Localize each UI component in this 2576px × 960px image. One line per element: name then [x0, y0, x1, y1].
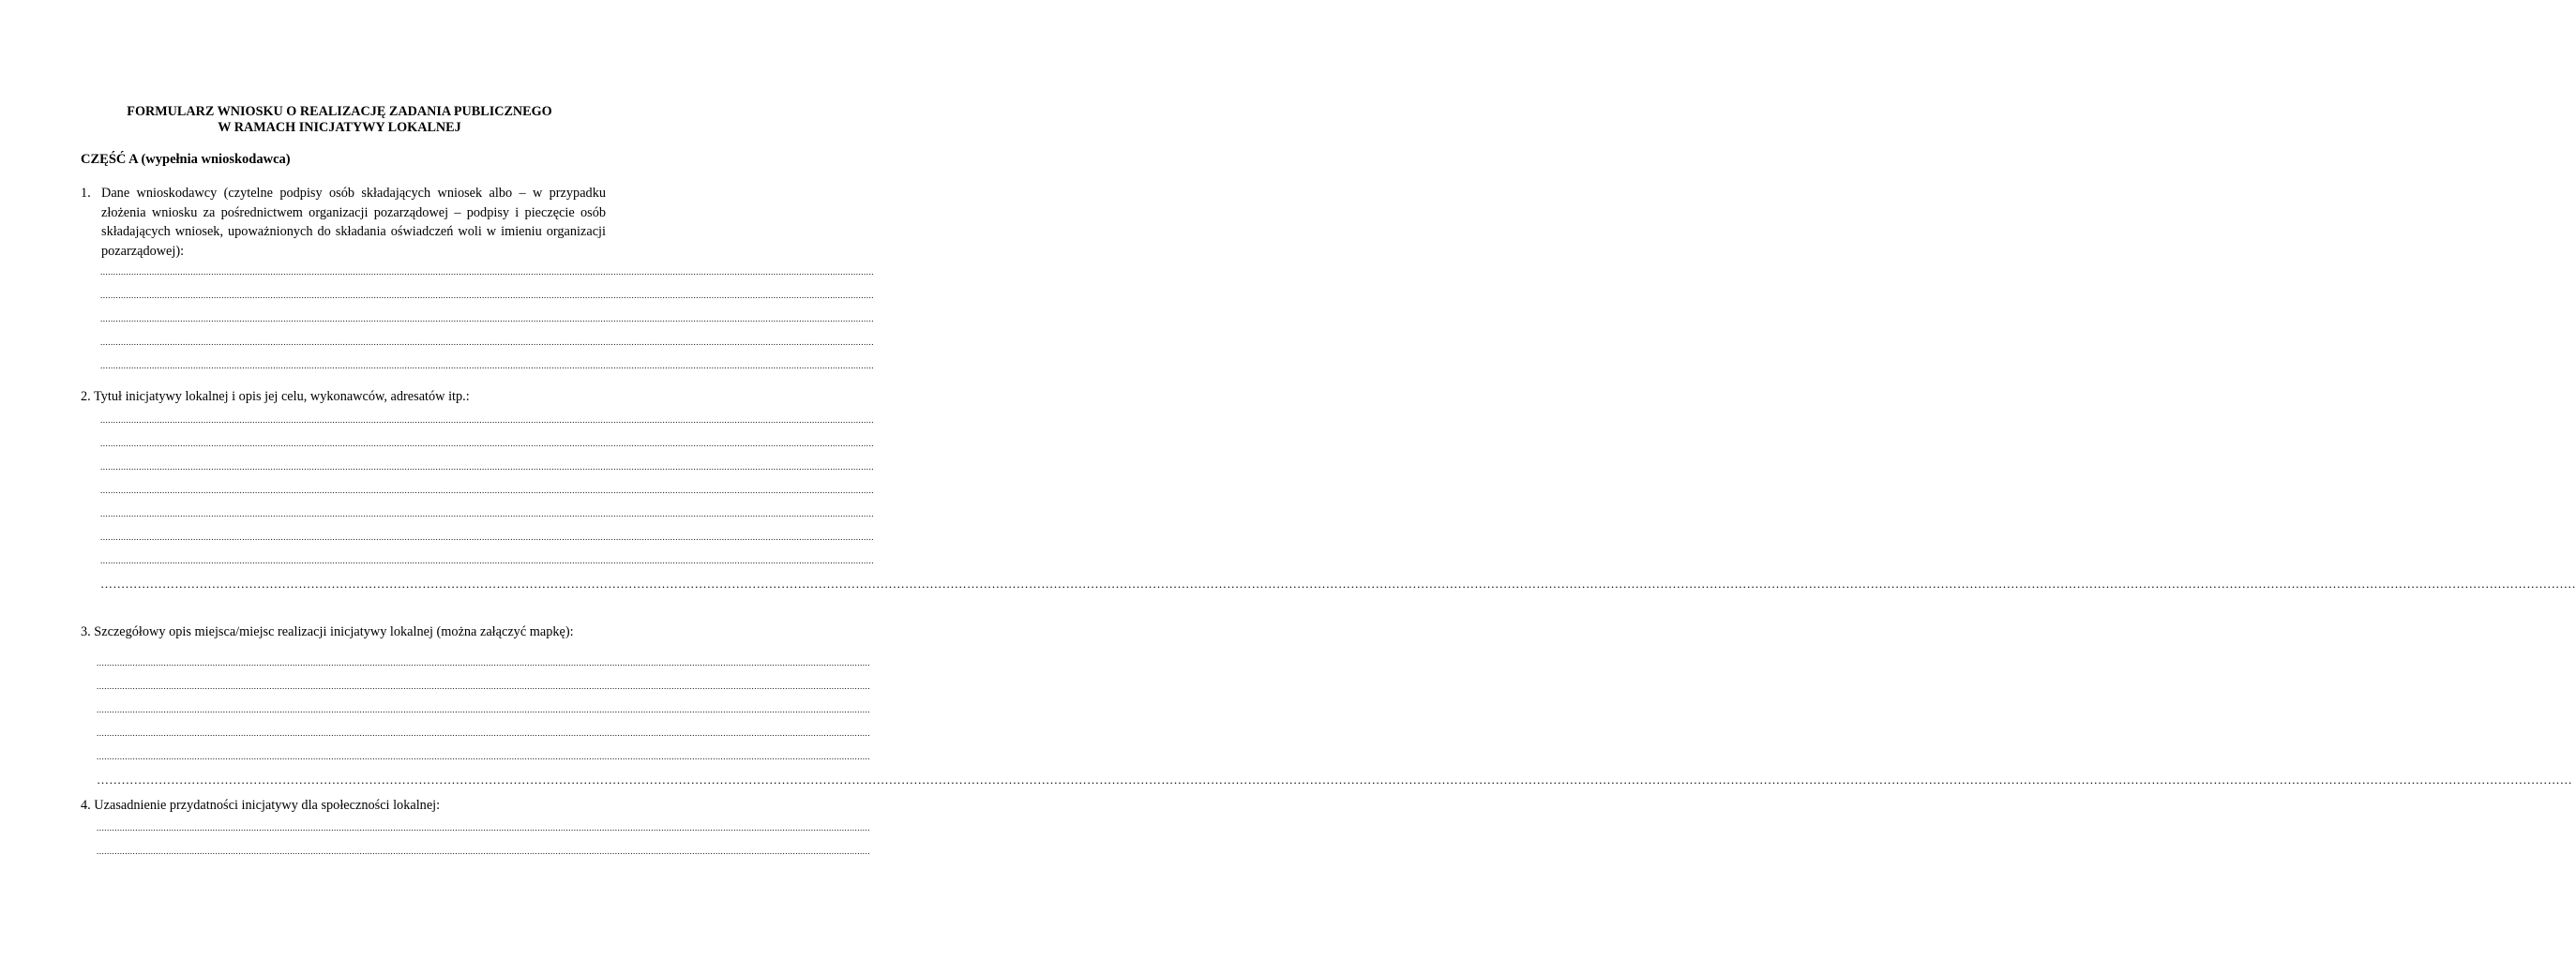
- answer-line-1-2[interactable]: ............................................................................................................................................................................................................................................................................................................: [100, 291, 874, 300]
- answer-line-3-2[interactable]: ............................................................................................................................................................................................................................................................................................................: [97, 682, 870, 691]
- section-4-text: 4. Uzasadnienie przydatności inicjatywy dla społeczności lokalnej:: [81, 798, 441, 813]
- answer-line-2-3[interactable]: ............................................................................................................................................................................................................................................................................................................: [100, 462, 874, 472]
- form-title-line-2: W RAMACH INICJATYWY LOKALNEJ: [218, 120, 461, 135]
- answer-line-2-8[interactable]: ……………………………………………………………………………………………………………………………………………………………………………………………………………………………………………………………………………………………………………………………………………………………………………………………………………………………………………………………………………………………………………………………………………………: [100, 577, 2576, 591]
- part-a-heading: CZĘŚĆ A (wypełnia wnioskodawca): [81, 152, 291, 167]
- answer-line-1-3[interactable]: ............................................................................................................................................................................................................................................................................................................: [100, 314, 874, 323]
- section-2-text: 2. Tytuł inicjatywy lokalnej i opis jej celu, wykonawców, adresatów itp.:: [81, 389, 470, 404]
- section-3-text: 3. Szczegółowy opis miejsca/miejsc realizacji inicjatywy lokalnej (można załączyć mapkę):: [81, 624, 574, 639]
- answer-line-2-4[interactable]: ............................................................................................................................................................................................................................................................................................................: [100, 486, 874, 495]
- answer-line-2-5[interactable]: ............................................................................................................................................................................................................................................................................................................: [100, 509, 874, 518]
- answer-line-3-1[interactable]: ............................................................................................................................................................................................................................................................................................................: [97, 658, 870, 668]
- answer-line-4-2[interactable]: ............................................................................................................................................................................................................................................................................................................: [97, 847, 870, 856]
- section-1: [81, 184, 606, 261]
- answer-line-2-7[interactable]: ............................................................................................................................................................................................................................................................................................................: [100, 556, 874, 565]
- section-1-number: 1.: [81, 186, 91, 201]
- answer-line-3-6[interactable]: ……………………………………………………………………………………………………………………………………………………………………………………………………………………………………………………………………………………………………………………………………………………………………………………………………………………………………………………………………………………………………………………………………………………: [97, 772, 2572, 787]
- section-1-text: Dane wnioskodawcy (czytelne podpisy osób składających wniosek albo – w przypadku złożenia wniosku za pośrednictwem organizacji pozarządowej – podpisy i pieczęcie osób składających wniosek, upoważnionych do składania oświadczeń woli w imieniu organizacji pozarządowej):: [101, 186, 606, 259]
- answer-line-2-6[interactable]: ............................................................................................................................................................................................................................................................................................................: [100, 532, 874, 542]
- answer-line-1-5[interactable]: ............................................................................................................................................................................................................................................................................................................: [100, 361, 874, 370]
- answer-line-3-5[interactable]: ............................................................................................................................................................................................................................................................................................................: [97, 752, 870, 761]
- answer-line-3-4[interactable]: ............................................................................................................................................................................................................................................................................................................: [97, 728, 870, 738]
- answer-line-1-4[interactable]: ............................................................................................................................................................................................................................................................................................................: [100, 338, 874, 347]
- answer-line-2-2[interactable]: ............................................................................................................................................................................................................................................................................................................: [100, 439, 874, 448]
- answer-line-3-3[interactable]: ............................................................................................................................................................................................................................................................................................................: [97, 705, 870, 714]
- answer-line-2-1[interactable]: ............................................................................................................................................................................................................................................................................................................: [100, 415, 874, 425]
- answer-line-4-1[interactable]: ............................................................................................................................................................................................................................................................................................................: [97, 823, 870, 832]
- form-title-line-1: FORMULARZ WNIOSKU O REALIZACJĘ ZADANIA PUBLICZNEGO: [127, 104, 552, 119]
- answer-line-1-1[interactable]: ............................................................................................................................................................................................................................................................................................................: [100, 267, 874, 277]
